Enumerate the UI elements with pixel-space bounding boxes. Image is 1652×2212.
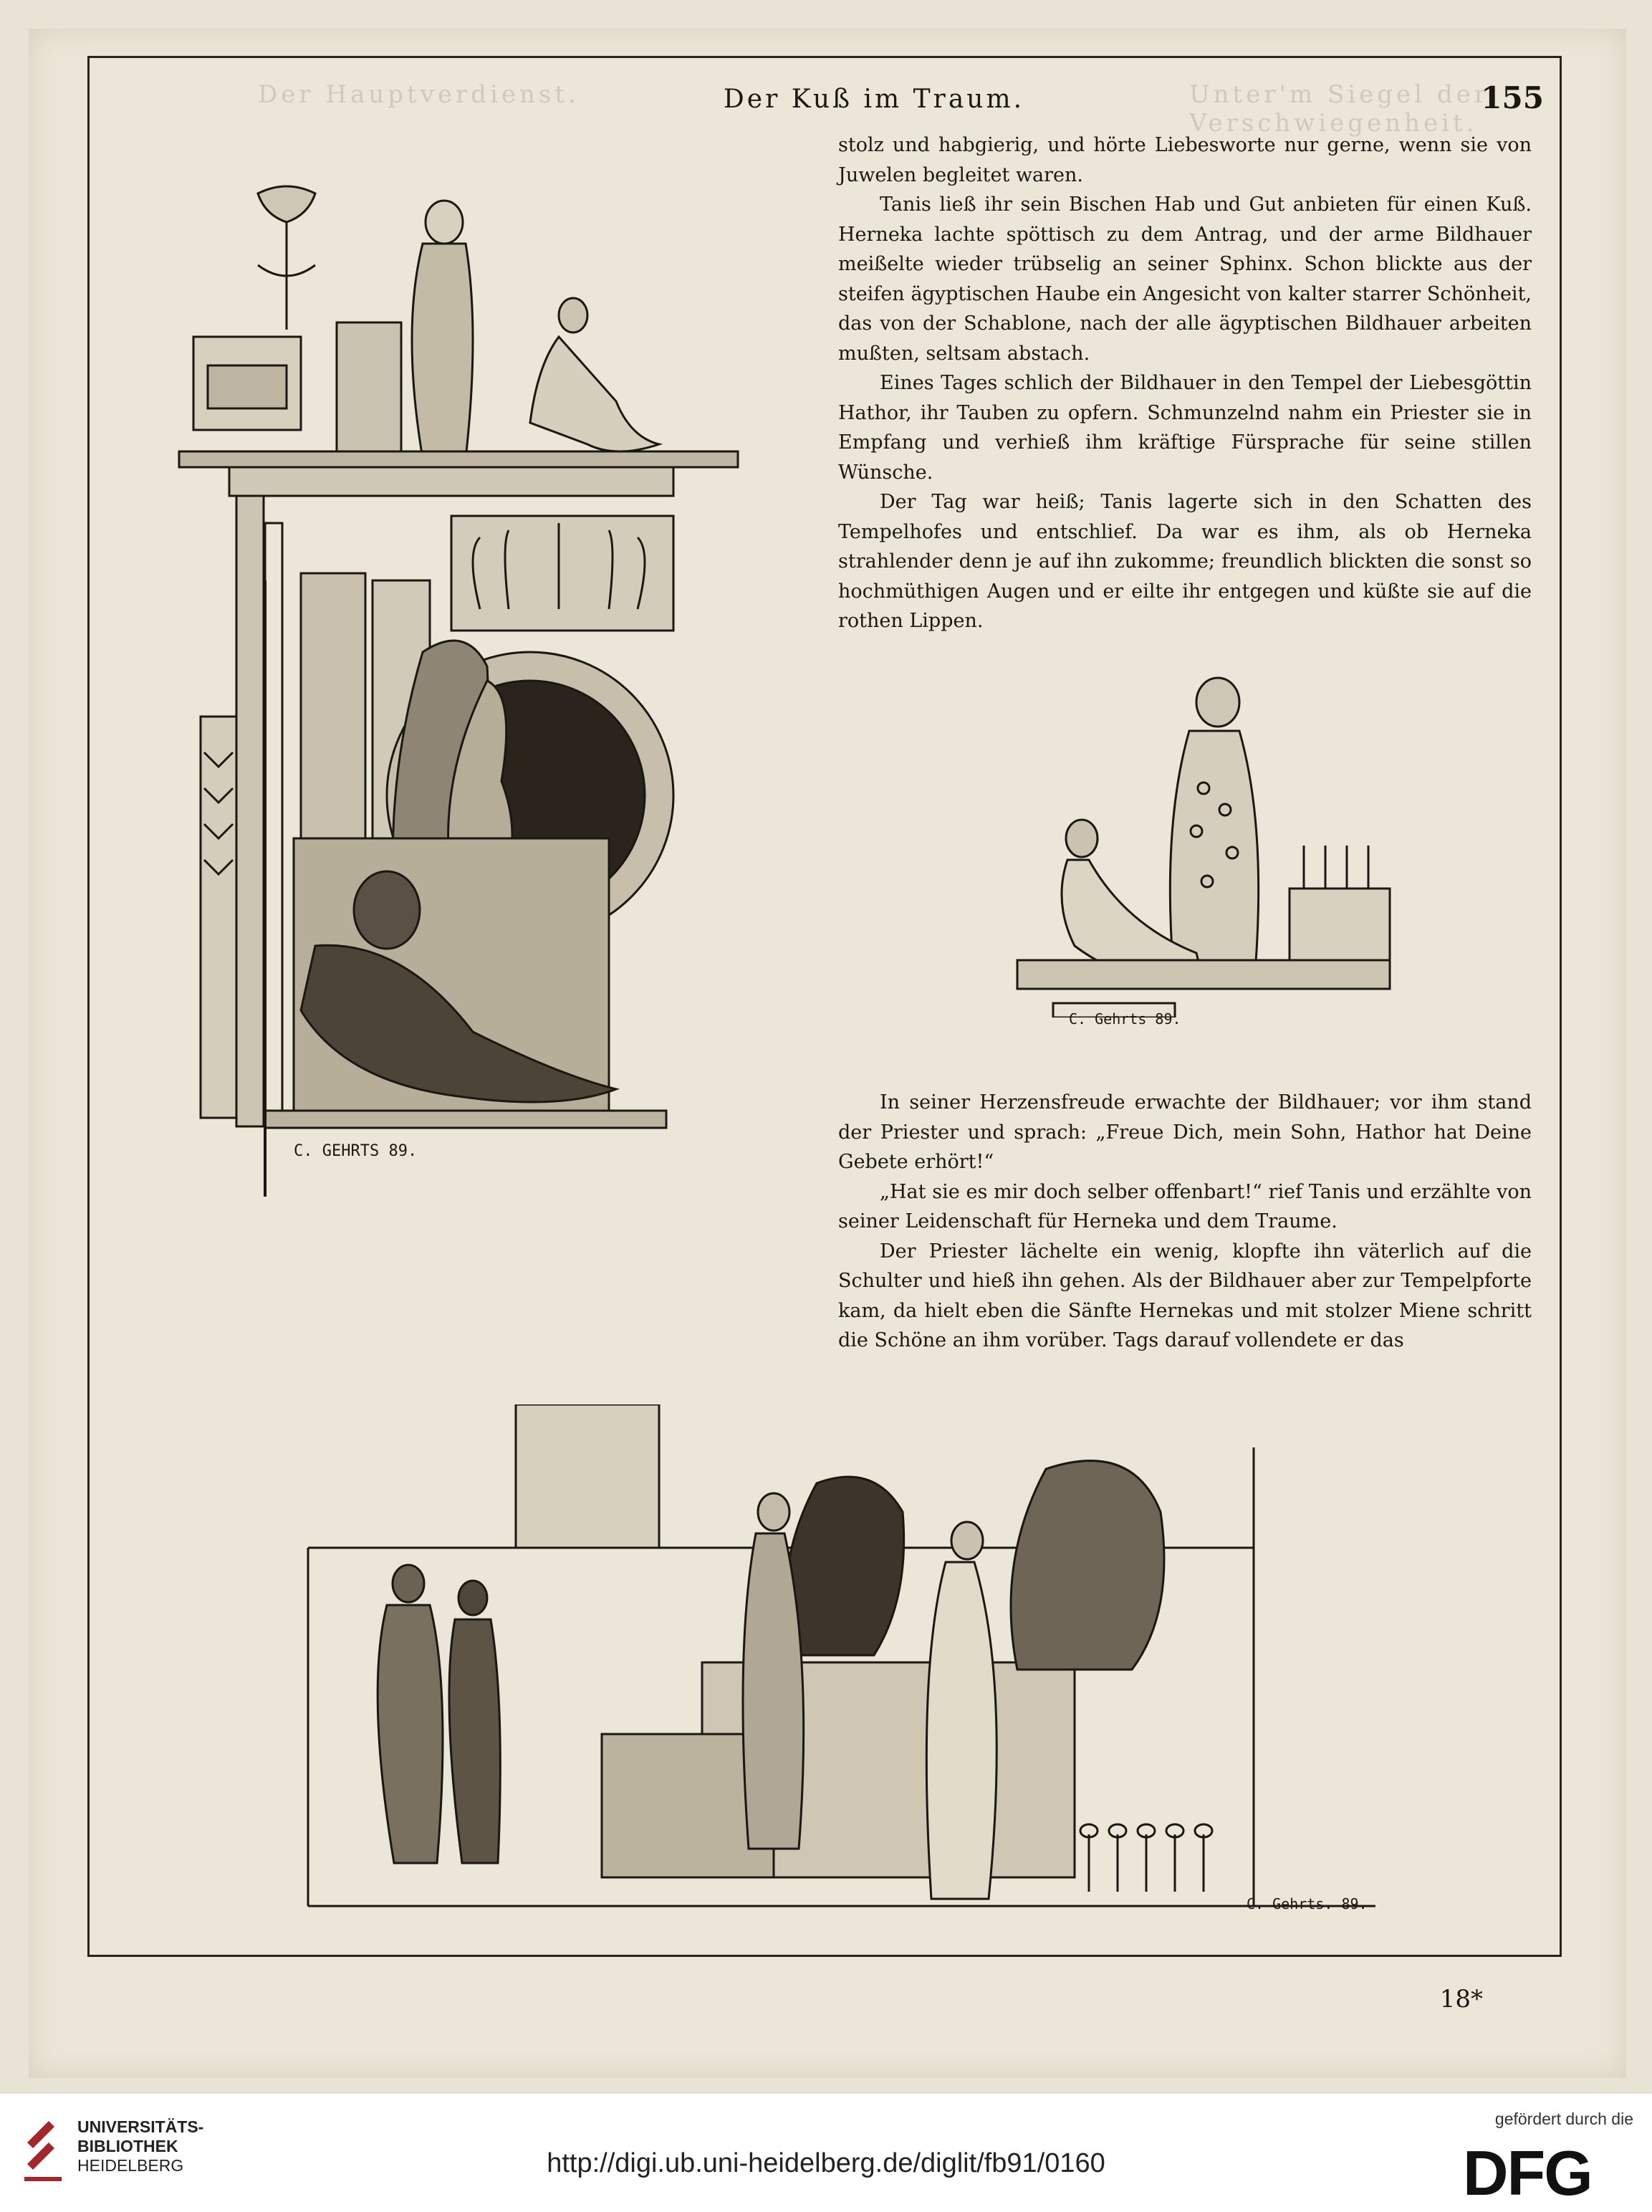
article-text-block-1 — [838, 130, 1532, 636]
bleed-through-title-left: Der Hauptverdienst. — [258, 80, 580, 109]
paragraph: Tanis ließ ihr sein Bischen Hab und Gut anbieten für einen Kuß. Herneka lachte spöttisch zu dem Antrag, und der arme Bildhauer meißelte wieder trübselig an seiner Sphinx. Schon blickte aus der steifen ägyptischen Haube ein Angesicht von kalter starrer Schönheit, das von der Schablone, nach der alle ägyptischen Bildhauer arbeiten mußten, seltsam abstach. — [838, 193, 1532, 365]
illustration-sculptor-workshop — [301, 1404, 1390, 1920]
running-title: Der Kuß im Traum. — [723, 85, 1025, 114]
institution-line-3: HEIDELBERG — [77, 2156, 184, 2175]
paragraph: stolz und habgierig, und hörte Liebesworte nur gerne, wenn sie von Juwelen begleitet waren. — [838, 134, 1532, 186]
illustration-herneka-standing — [946, 674, 1404, 1018]
permalink-url[interactable]: http://digi.ub.uni-heidelberg.de/diglit/fb91/0160 — [547, 2148, 1105, 2178]
illustration-signature-3: C. Gehrts. 89. — [1247, 1895, 1368, 1912]
paragraph: Der Priester lächelte ein wenig, klopfte ihn väterlich auf die Schulter und hieß ihn gehen. Als der Bildhauer aber zur Tempelpforte kam, da hielt eben die Sänfte Hernekas und mit stolzer Miene schritt die Schöne an ihm vorüber. Tags darauf vollendete er das — [838, 1240, 1532, 1351]
institution-line-2: BIBLIOTHEK — [77, 2137, 178, 2155]
illustration-signature-1: C. GEHRTS 89. — [294, 1142, 418, 1160]
paragraph: Eines Tages schlich der Bildhauer in den Tempel der Liebesgöttin Hathor, ihr Tauben zu opfern. Schmunzelnd nahm ein Priester sie in Empfang und verhieß ihm kräftige Fürsprache für seine stillen Wünsche. — [838, 372, 1532, 484]
illustration-temple-dream — [172, 179, 759, 1197]
illustration-signature-2: C. Gehrts 89. — [1069, 1010, 1181, 1028]
paragraph: In seiner Herzensfreude erwachte der Bildhauer; vor ihm stand der Priester und sprach: „Freue Dich, mein Sohn, Hathor hat Deine Gebete erhört!“ — [838, 1091, 1532, 1173]
dfg-logo: DFG — [1463, 2137, 1592, 2208]
institution-line-1: UNIVERSITÄTS- — [77, 2117, 204, 2136]
funded-by-label: gefördert durch die — [1494, 2110, 1633, 2128]
page-number: 155 — [1481, 80, 1544, 115]
paragraph: „Hat sie es mir doch selber offenbart!“ rief Tanis und erzählte von seiner Leidenschaft für Herneka und dem Traume. — [838, 1180, 1532, 1232]
bleed-through-title-right: Unter'm Siegel der Verschwiegenheit. — [1189, 80, 1489, 138]
article-text-block-2 — [838, 1088, 1532, 1356]
sheet-signature-mark: 18* — [1439, 1985, 1483, 2014]
paragraph: Der Tag war heiß; Tanis lagerte sich in den Schatten des Tempelhofes und entschlief. Da war es ihm, als ob Herneka strahlender denn je auf ihn zukomme; freundlich blickten die sonst so hochmüthigen Augen und er eilte ihr entgegen und küßte sie auf die rothen Lippen. — [838, 491, 1532, 632]
